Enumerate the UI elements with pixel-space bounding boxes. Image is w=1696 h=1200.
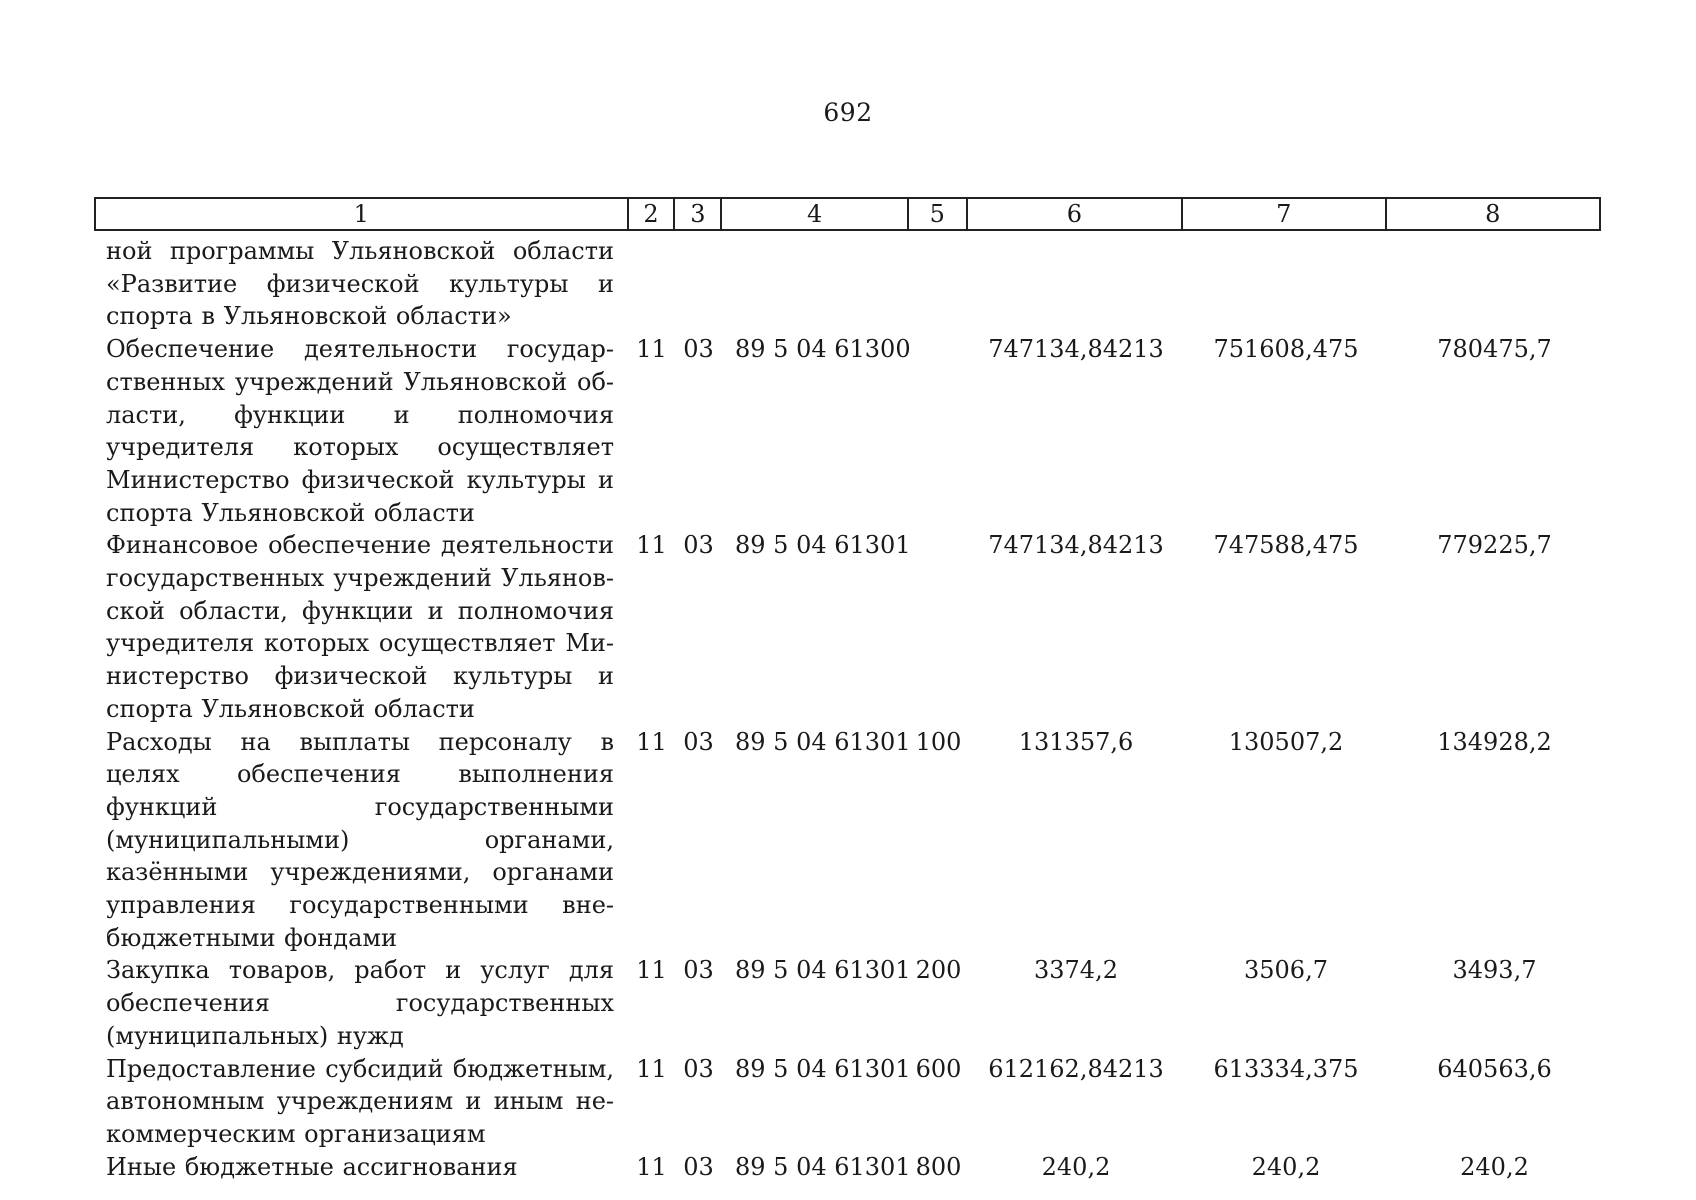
- cell-target-article: 89 5 04 61300: [735, 335, 911, 364]
- cell-amount-col7: 751608,475: [1213, 335, 1359, 364]
- cell-amount-col7: [1184, 235, 1388, 333]
- cell-expense-type: [909, 333, 968, 529]
- row-description: Предоставление субсидий бюджетным, автономным учреждениям и иным некоммерческим организациям: [106, 1054, 614, 1148]
- table-row: [94, 1151, 1601, 1184]
- cell-expense-type: [909, 529, 968, 725]
- row-description: Расходы на выплаты персоналу в целях обеспечения выполнения функций государственными (муниципальными) органами, казёнными учреждениями, органами управления государственными внебюджетными фондами: [106, 727, 614, 952]
- cell-target-article: 89 5 04 61301: [735, 531, 911, 560]
- header-col-4: 4: [722, 199, 909, 229]
- cell-amount-col6: [968, 235, 1184, 333]
- header-col-3: 3: [675, 199, 722, 229]
- cell-amount-col8: 779225,7: [1437, 531, 1552, 560]
- cell-amount-col8: 240,2: [1460, 1152, 1529, 1181]
- row-description: Обеспечение деятельности государственных учреждений Ульяновской области, функции и полномочия учредителя которых осуществляет Министерство физической культуры и спорта Ульяновской области: [106, 335, 614, 527]
- row-description: Закупка товаров, работ и услуг для обеспечения государственных (муниципальных) нужд: [106, 956, 614, 1050]
- cell-amount-col6: 131357,6: [1018, 727, 1134, 756]
- cell-section: 11: [636, 531, 667, 560]
- cell-amount-col7: 3506,7: [1244, 956, 1328, 985]
- cell-amount-col7: 130507,2: [1228, 727, 1344, 756]
- header-col-1: 1: [96, 199, 629, 229]
- cell-subsection: [675, 235, 722, 333]
- cell-target-article: [722, 235, 909, 333]
- table-row: [94, 1053, 1601, 1151]
- cell-expense-type: 100: [915, 727, 962, 756]
- cell-amount-col8: 3493,7: [1452, 956, 1537, 985]
- cell-section: 11: [636, 1054, 667, 1083]
- cell-subsection: 03: [683, 727, 714, 756]
- row-description: ной программы Ульяновской области «Развитие физической культуры и спорта в Ульяновской области»: [106, 237, 614, 331]
- cell-amount-col7: 747588,475: [1213, 531, 1359, 560]
- cell-subsection: 03: [683, 335, 714, 364]
- table-row: [94, 529, 1601, 725]
- table-row: [94, 235, 1601, 333]
- cell-expense-type: [909, 235, 968, 333]
- header-col-7: 7: [1183, 199, 1386, 229]
- cell-section: [628, 235, 675, 333]
- cell-section: 11: [636, 335, 667, 364]
- cell-amount-col8: [1388, 235, 1601, 333]
- cell-subsection: 03: [683, 531, 714, 560]
- cell-amount-col8: 780475,7: [1437, 335, 1552, 364]
- table-row: [94, 726, 1601, 955]
- cell-section: 11: [636, 956, 667, 985]
- header-col-6: 6: [968, 199, 1183, 229]
- table-header-row: [94, 197, 1601, 231]
- cell-subsection: 03: [683, 1054, 714, 1083]
- row-description: Иные бюджетные ассигнования: [106, 1152, 518, 1181]
- cell-expense-type: 200: [915, 956, 962, 985]
- cell-section: 11: [636, 727, 667, 756]
- cell-amount-col6: 747134,84213: [988, 531, 1164, 560]
- cell-target-article: 89 5 04 61301: [735, 1054, 911, 1083]
- cell-amount-col8: 134928,2: [1437, 727, 1552, 756]
- header-col-5: 5: [909, 199, 968, 229]
- table-row: [94, 954, 1601, 1052]
- cell-amount-col6: 3374,2: [1034, 956, 1118, 985]
- cell-target-article: 89 5 04 61301: [735, 1152, 911, 1181]
- cell-amount-col7: 613334,375: [1213, 1054, 1359, 1083]
- cell-section: 11: [636, 1152, 667, 1181]
- header-col-2: 2: [629, 199, 676, 229]
- cell-expense-type: 600: [915, 1054, 962, 1083]
- cell-target-article: 89 5 04 61301: [735, 727, 911, 756]
- cell-amount-col6: 612162,84213: [988, 1054, 1164, 1083]
- row-description: Финансовое обеспечение деятельности государственных учреждений Ульяновской области, функции и полномочия учредителя которых осуществляет Министерство физической культуры и спорта Ульяновской области: [106, 531, 614, 723]
- cell-subsection: 03: [683, 1152, 714, 1181]
- table-row: [94, 333, 1601, 529]
- cell-amount-col7: 240,2: [1251, 1152, 1321, 1181]
- budget-table-body: [94, 235, 1601, 1183]
- cell-amount-col8: 640563,6: [1437, 1054, 1552, 1083]
- cell-subsection: 03: [683, 956, 714, 985]
- cell-amount-col6: 240,2: [1041, 1152, 1111, 1181]
- page-number: 692: [823, 98, 873, 127]
- header-col-8: 8: [1485, 200, 1501, 228]
- cell-target-article: 89 5 04 61301: [735, 956, 911, 985]
- cell-amount-col6: 747134,84213: [988, 335, 1164, 364]
- cell-expense-type: 800: [915, 1152, 962, 1181]
